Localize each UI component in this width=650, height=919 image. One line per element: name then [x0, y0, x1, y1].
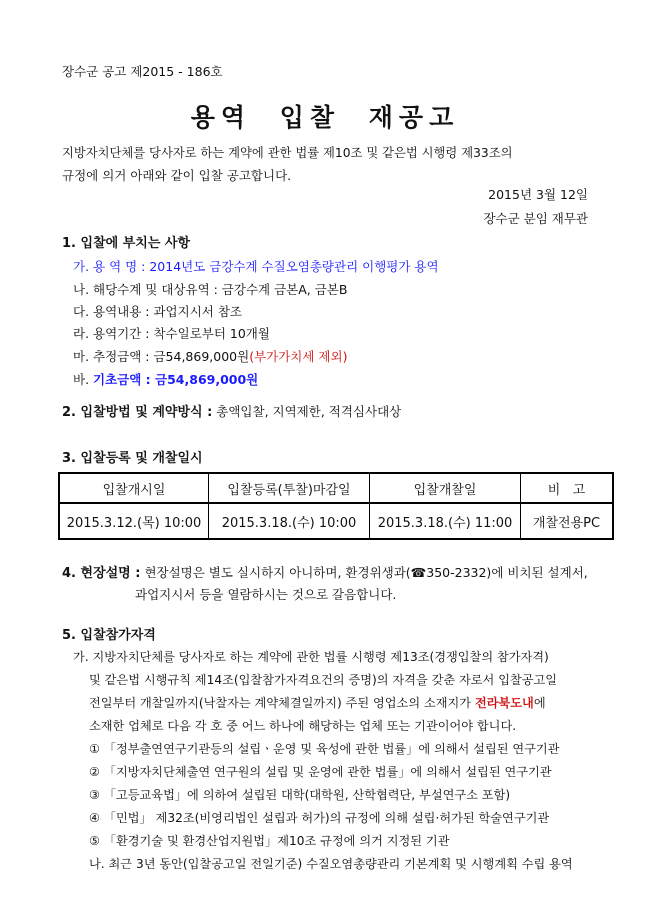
page-title: 용역 입찰 재공고	[190, 103, 460, 132]
table-row	[59, 503, 613, 539]
table-header: 비 고	[521, 473, 614, 503]
list-item: ⑤ 「환경기술 및 환경산업지원법」제10조 규정에 의거 지정된 기관	[89, 834, 450, 848]
qualification-na: 나. 최근 3년 동안(입찰공고일 전일기준) 수질오염총량관리 기본계획 및 시행계획 수립 용역	[89, 857, 573, 871]
table-header: 입찰개찰일	[370, 473, 521, 503]
table-cell: 개찰전용PC	[521, 503, 614, 539]
section-4	[62, 565, 588, 582]
list-item: ③ 「고등교육법」에 의하여 설립된 대학(대학원, 산학협력단, 부설연구소 포함)	[89, 788, 511, 802]
section-2-heading: 2. 입찰방법 및 계약방식 :	[62, 405, 213, 420]
qualification-line-1: 가. 지방자치단체를 당사자로 하는 계약에 관한 법률 시행령 제13조(경쟁입찰의 참가자격)	[73, 650, 549, 664]
schedule-table	[58, 472, 614, 540]
bidding-method: 총액입찰, 지역제한, 적격심사대상	[212, 404, 402, 419]
notice-issuer: 장수군 분임 재무관	[483, 211, 588, 226]
table-cell: 2015.3.18.(수) 10:00	[209, 503, 370, 539]
estimated-amount-value: 마. 추정금액 : 금54,869,000원	[73, 349, 250, 364]
section-2	[62, 404, 401, 421]
qualification-line-3-suffix: 에	[533, 696, 546, 710]
table-cell: 2015.3.12.(목) 10:00	[59, 503, 209, 539]
estimated-amount	[73, 349, 347, 364]
service-content: 다. 용역내용 : 과업지시서 참조	[73, 304, 242, 319]
base-amount-prefix: 바.	[73, 372, 94, 387]
section-1-heading: 1. 입찰에 부치는 사항	[62, 236, 191, 251]
table-header: 입찰등록(투찰)마감일	[209, 473, 370, 503]
intro-line-1: 지방자치단체를 당사자로 하는 계약에 관한 법률 제10조 및 같은법 시행령 제33조의	[62, 146, 513, 160]
section-3-heading: 3. 입찰등록 및 개찰일시	[62, 451, 203, 466]
list-item: ② 「지방자치단체출연 연구원의 설립 및 운영에 관한 법률」에 의해서 설립된 연구기관	[89, 765, 552, 779]
list-item: ④ 「민법」 제32조(비영리법인 설립과 허가)의 규정에 의해 설립·허가된 학술연구기관	[89, 811, 550, 825]
table-header: 입찰개시일	[59, 473, 209, 503]
list-item: ① 「정부출연연구기관등의 설립ㆍ운영 및 육성에 관한 법률」에 의해서 설립된 연구기관	[89, 742, 560, 756]
vat-excluded-note: (부가가치세 제외)	[249, 349, 348, 364]
intro-line-2: 규정에 의거 아래와 같이 입찰 공고합니다.	[62, 168, 292, 183]
base-amount-value: 기초금액 : 금54,869,000원	[93, 372, 259, 387]
table-header-row	[59, 473, 613, 503]
qualification-line-4: 소재한 업체로 다음 각 호 중 어느 하나에 해당하는 업체 또는 기관이어야 합니다.	[89, 719, 517, 733]
section-5-heading: 5. 입찰참가자격	[62, 628, 156, 643]
notice-number: 장수군 공고 제2015 - 186호	[62, 64, 223, 79]
notice-date: 2015년 3월 12일	[488, 187, 588, 202]
site-briefing-text: 현장설명은 별도 실시하지 아니하며, 환경위생과(☎350-2332)에 비치된 설계서,	[140, 565, 588, 580]
water-system: 나. 해당수계 및 대상유역 : 금강수계 금본A, 금본B	[73, 282, 348, 297]
base-amount	[73, 372, 258, 387]
service-period: 라. 용역기간 : 착수일로부터 10개월	[73, 326, 270, 341]
region-highlight: 전라북도내	[474, 696, 534, 710]
qualification-line-3-text: 전일부터 개찰일까지(낙찰자는 계약체결일까지) 주된 영업소의 소재지가	[89, 696, 475, 710]
table-cell: 2015.3.18.(수) 11:00	[370, 503, 521, 539]
qualification-line-3	[89, 696, 546, 711]
site-briefing-text-2: 과업지시서 등을 열람하시는 것으로 갈음합니다.	[135, 587, 397, 602]
section-4-heading: 4. 현장설명 :	[62, 566, 141, 581]
qualification-line-2: 및 같은법 시행규칙 제14조(입찰참가자격요건의 증명)의 자격을 갖춘 자로서 입찰공고일	[89, 673, 558, 687]
service-name: 가. 용 역 명 : 2014년도 금강수계 수질오염총량관리 이행평가 용역	[73, 259, 439, 274]
